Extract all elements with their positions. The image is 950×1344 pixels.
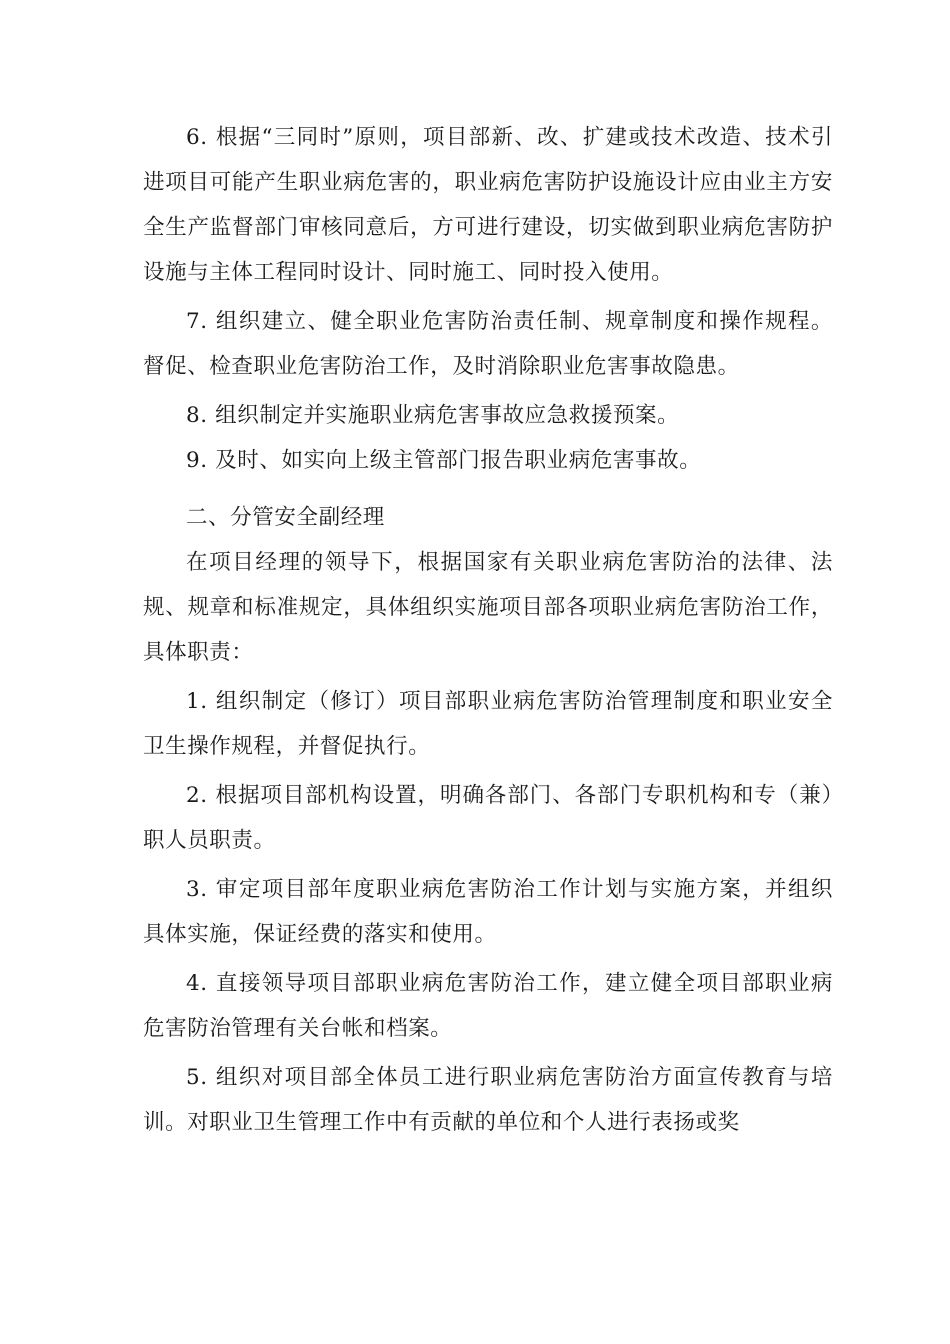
- document-page: [143, 115, 833, 1145]
- paragraph-item-8: 8. 组织制定并实施职业病危害事故应急救援预案。: [186, 403, 680, 428]
- duty-item-5: 5. 组织对项目部全体员工进行职业病危害防治方面宣传教育与培训。对职业卫生管理工作中有贡献的单位和个人进行表扬或奖: [143, 1065, 833, 1135]
- paragraph-item-7: 7. 组织建立、健全职业危害防治责任制、规章制度和操作规程。督促、检查职业危害防治工作，及时消除职业危害事故隐患。: [143, 309, 833, 379]
- duty-item-3: 3. 审定项目部年度职业病危害防治工作计划与实施方案，并组织具体实施，保证经费的落实和使用。: [143, 877, 833, 947]
- duty-item-4: 4. 直接领导项目部职业病危害防治工作，建立健全项目部职业病危害防治管理有关台帐和档案。: [143, 971, 833, 1041]
- duty-item-2: 2. 根据项目部机构设置，明确各部门、各部门专职机构和专（兼）职人员职责。: [143, 783, 833, 853]
- paragraph-item-9: 9. 及时、如实向上级主管部门报告职业病危害事故。: [186, 448, 702, 473]
- section-intro: 在项目经理的领导下，根据国家有关职业病危害防治的法律、法规、规章和标准规定，具体组织实施项目部各项职业病危害防治工作，具体职责：: [143, 550, 833, 665]
- duty-item-1: 1. 组织制定（修订）项目部职业病危害防治管理制度和职业安全卫生操作规程，并督促执行。: [143, 689, 833, 759]
- section-heading: 二、分管安全副经理: [186, 505, 385, 530]
- paragraph-item-6: 6. 根据“三同时”原则，项目部新、改、扩建或技术改造、技术引进项目可能产生职业病危害的，职业病危害防护设施设计应由业主方安全生产监督部门审核同意后，方可进行建设，切实做到职业病危害防护设施与主体工程同时设计、同时施工、同时投入使用。: [143, 125, 833, 285]
